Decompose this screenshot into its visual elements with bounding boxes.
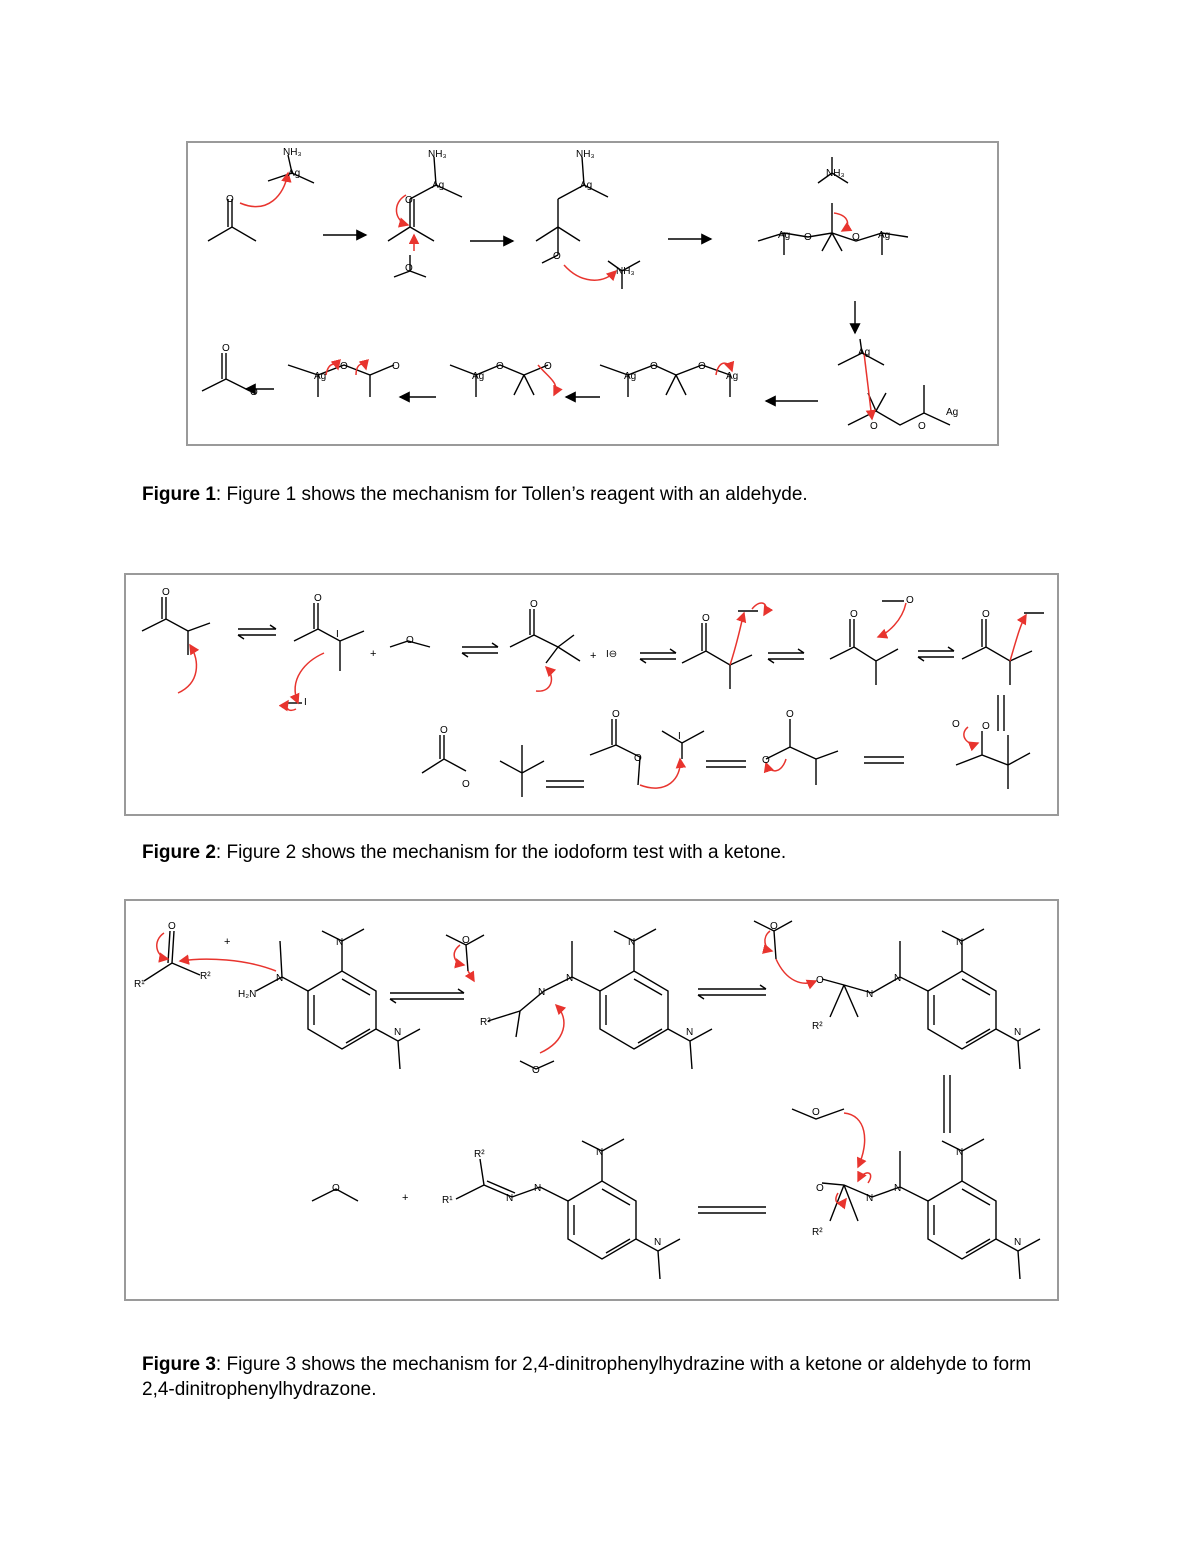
atom-o: O <box>405 263 413 274</box>
atom-o-minus: O <box>250 387 258 398</box>
figure-label: Figure 1 <box>142 484 216 505</box>
atom-n: N <box>1014 1237 1022 1248</box>
ketone-3 <box>510 609 580 663</box>
atom-o: O <box>850 609 858 620</box>
figure-label: Figure 2 <box>142 842 216 863</box>
equilibrium-arrow-f3-4 <box>698 1207 766 1213</box>
atom-ag: Ag <box>314 371 327 382</box>
red-arrow-f3-8 <box>844 1113 865 1167</box>
atom-n: N <box>276 973 284 984</box>
intermediate-2-bonds <box>388 157 462 241</box>
atom-n: N <box>538 987 546 998</box>
plus-sign: + <box>590 650 597 662</box>
atom-n: N <box>394 1027 402 1038</box>
atom-o: O <box>804 232 812 243</box>
atom-r2: R² <box>812 1227 823 1238</box>
atom-o: O <box>918 421 926 432</box>
atom-o: O <box>392 361 400 372</box>
atom-nh3: NH₃ <box>283 147 302 158</box>
atom-o: O <box>544 361 552 372</box>
atom-o: O <box>786 709 794 720</box>
atom-n: N <box>336 937 344 948</box>
atom-ag: Ag <box>288 168 301 179</box>
figure-text: : Figure 1 shows the mechanism for Tollen’s reagent with an aldehyde. <box>215 484 808 505</box>
atom-ag: Ag <box>858 347 871 358</box>
red-arrow-f3-6 <box>765 931 772 951</box>
atom-o: O <box>698 361 706 372</box>
atom-o: O <box>852 232 860 243</box>
atom-o: O <box>702 613 710 624</box>
atom-o: O <box>222 343 230 354</box>
equilibrium-arrow-f3-3 <box>944 1075 950 1133</box>
ketone-1 <box>142 597 210 655</box>
equilibrium-arrow-f3-1 <box>390 989 464 1003</box>
ketone-2 <box>294 603 364 671</box>
atom-n: NH₃ <box>826 168 845 179</box>
atom-o: O <box>982 609 990 620</box>
atom-r1: R¹ <box>442 1195 453 1206</box>
iodide: I⊖ <box>606 649 618 660</box>
structure-9 <box>590 719 704 785</box>
atom-ag: Ag <box>778 230 791 241</box>
atom-ag: Ag <box>432 180 445 191</box>
aldehyde-bonds <box>208 227 256 241</box>
atom-o: O <box>816 975 824 986</box>
atom-o: O <box>906 595 914 606</box>
figure-3-caption <box>142 1352 1042 1402</box>
atom-o: O <box>226 194 234 205</box>
atom-o: O <box>816 1183 824 1194</box>
atom-i: I <box>336 629 339 640</box>
atom-o: O <box>406 635 414 646</box>
atom-n: N <box>956 937 964 948</box>
atom-n: N <box>894 973 902 984</box>
red-arrow-f2-5 <box>878 603 906 637</box>
atom-o: O <box>530 599 538 610</box>
atom-o: O <box>650 361 658 372</box>
atom-n: N <box>628 937 636 948</box>
atom-o: O <box>532 1065 540 1076</box>
atom-n: N <box>894 1183 902 1194</box>
plus-sign: + <box>402 1192 409 1204</box>
atom-n: N <box>866 1193 874 1204</box>
atom-nh3: NH₃ <box>428 149 447 160</box>
red-arrow-1 <box>240 173 288 207</box>
atom-o: O <box>770 921 778 932</box>
atom-n: N <box>566 973 574 984</box>
carboxylate-fig2 <box>422 735 466 773</box>
figure-2-caption <box>142 840 1042 865</box>
red-arrow-5 <box>834 213 848 231</box>
atom-n: N <box>506 1193 514 1204</box>
atom-r2: R² <box>480 1017 491 1028</box>
atom-ag: Ag <box>726 371 739 382</box>
figure-3-mechanism <box>126 901 1057 1299</box>
carboxylate-bonds <box>202 353 250 391</box>
atom-o: O <box>162 587 170 598</box>
intermediate-5-bonds <box>838 339 950 425</box>
equilibrium-arrow-5 <box>918 647 954 661</box>
atom-n: N <box>956 1147 964 1158</box>
atom-n: N <box>686 1027 694 1038</box>
structure-8 <box>766 719 838 785</box>
atom-r2: R² <box>474 1149 485 1160</box>
atom-o: O <box>634 753 642 764</box>
figure-1-frame <box>186 141 999 446</box>
structure-5 <box>830 601 904 685</box>
atom-o: O <box>612 709 620 720</box>
intermediate-3-bonds <box>536 157 608 263</box>
atom-n: N <box>1014 1027 1022 1038</box>
dnph-ring-5 <box>568 1181 636 1259</box>
red-arrow-f2-3 <box>536 667 551 691</box>
atom-nh3: NH₃ <box>576 149 595 160</box>
equilibrium-arrow-f3-2 <box>698 985 766 999</box>
plus-sign: + <box>224 936 231 948</box>
atom-o: O <box>812 1107 820 1118</box>
atom-o-minus: O <box>462 779 470 790</box>
atom-o: O <box>168 921 176 932</box>
equilibrium-arrow-1 <box>238 625 276 639</box>
figure-1-caption <box>142 482 1042 507</box>
atom-o: O <box>332 1183 340 1194</box>
red-arrow-f2-9 <box>640 759 680 788</box>
atom-n: N <box>654 1237 662 1248</box>
water-f3-2 <box>446 935 554 1069</box>
atom-o: O <box>870 421 878 432</box>
carbonyl-fig3 <box>144 931 200 981</box>
tert-butyl <box>500 745 544 797</box>
figure-label: Figure 3 <box>142 1354 216 1375</box>
equilibrium-arrow-6 <box>998 695 1004 731</box>
atom-n: N <box>596 1147 604 1158</box>
red-arrow-4 <box>564 265 616 280</box>
equilibrium-arrow-3 <box>640 649 676 663</box>
figure-text: : Figure 2 shows the mechanism for the iodoform test with a ketone. <box>215 842 787 863</box>
structure-7 <box>956 731 1030 789</box>
red-arrow-6 <box>864 353 872 419</box>
red-arrow-f3-7 <box>776 959 816 983</box>
red-arrow-f3-3 <box>454 945 464 965</box>
atom-r1: R¹ <box>134 979 145 990</box>
red-arrow-f2-4 <box>730 613 744 665</box>
atom-o: O <box>982 721 990 732</box>
atom-ag: Ag <box>878 230 891 241</box>
equilibrium-arrow-2 <box>462 643 498 657</box>
intermediate-6-bonds <box>600 365 730 397</box>
red-arrow-f2-7 <box>964 727 978 744</box>
red-arrow-f3-4 <box>468 971 474 981</box>
red-arrow-f2-10 <box>752 603 766 615</box>
figure-2-mechanism <box>126 575 1057 814</box>
dnph-ring-4 <box>928 1181 996 1259</box>
atom-i: I <box>678 731 681 742</box>
atom-ag: Ag <box>624 371 637 382</box>
structure-6 <box>962 613 1044 685</box>
atom-o: O <box>340 361 348 372</box>
atom-o: O <box>440 725 448 736</box>
equilibrium-arrow-4 <box>768 649 804 663</box>
atom-n: NH₃ <box>616 266 635 277</box>
equilibrium-arrow-8 <box>706 761 746 767</box>
atom-n: N <box>534 1183 542 1194</box>
atom-ag: Ag <box>580 180 593 191</box>
figure-3-frame <box>124 899 1059 1301</box>
equilibrium-arrow-9 <box>546 781 584 787</box>
atom-o: O <box>314 593 322 604</box>
enolate-4 <box>682 611 758 689</box>
figure-text: : Figure 3 shows the mechanism for 2,4-dinitrophenylhydrazine with a ketone or aldehyde to form 2,4-dinitrophenylhydrazone. <box>142 1354 1032 1400</box>
intermediate-4-bonds <box>758 203 908 255</box>
atom-o: O <box>553 251 561 262</box>
figure-2-frame <box>124 573 1059 816</box>
atom-r2: R² <box>812 1021 823 1032</box>
atom-o: O <box>462 935 470 946</box>
atom-o: O <box>762 755 770 766</box>
atom-i: I <box>304 697 307 708</box>
atom-o: O <box>405 195 413 206</box>
equilibrium-arrow-7 <box>864 757 904 763</box>
red-arrow-f3-2 <box>157 933 168 959</box>
atom-o: O <box>496 361 504 372</box>
red-arrow-f2-1 <box>178 645 196 693</box>
atom-o: O <box>952 719 960 730</box>
plus-sign: + <box>370 648 377 660</box>
red-arrow-f3-5 <box>540 1005 564 1053</box>
dnph-ring-1 <box>308 971 376 1049</box>
figure-1-mechanism <box>188 143 997 444</box>
atom-h2n: H₂N <box>238 989 257 1000</box>
red-arrow-f3-1 <box>180 959 276 971</box>
red-arrow-f2-2 <box>295 653 324 703</box>
dnph-ring-3 <box>928 971 996 1049</box>
dnph-ring-2 <box>600 971 668 1049</box>
atom-r2: R² <box>200 971 211 982</box>
atom-n: N <box>866 989 874 1000</box>
atom-ag: Ag <box>472 371 485 382</box>
atom-ag: Ag <box>946 407 959 418</box>
dnph-substituents-3 <box>822 929 1040 1069</box>
dnph-substituents-4 <box>822 1139 1040 1279</box>
red-arrow-f3-9 <box>858 1173 871 1183</box>
